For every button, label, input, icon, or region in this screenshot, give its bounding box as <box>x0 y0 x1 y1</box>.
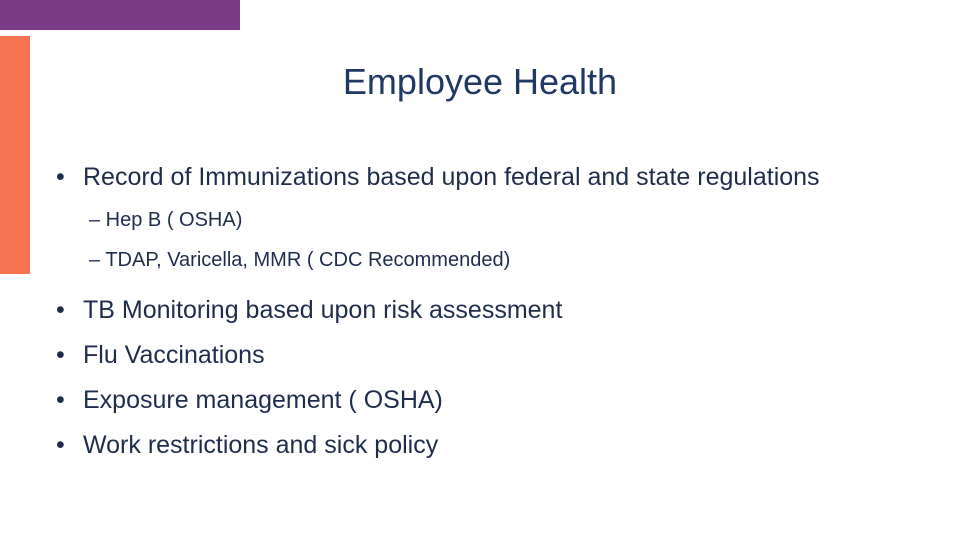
top-accent-bar <box>0 0 240 30</box>
bullet-dot: • <box>56 386 65 414</box>
bullet-item <box>56 378 916 423</box>
bullet-item <box>56 333 916 378</box>
bullet-text: Record of Immunizations based upon federal and state regulations <box>83 163 820 191</box>
bullet-item <box>56 160 916 194</box>
bullet-dot: • <box>56 431 65 459</box>
bullet-item <box>56 423 916 468</box>
bullet-dot: • <box>56 296 65 324</box>
sub-list <box>56 200 916 280</box>
sub-item: – TDAP, Varicella, MMR ( CDC Recommended) <box>89 249 511 271</box>
bullet-text: Flu Vaccinations <box>83 341 265 369</box>
bullet-dot: • <box>56 341 65 369</box>
bullet-text: Work restrictions and sick policy <box>83 431 439 459</box>
bullet-text: TB Monitoring based upon risk assessment <box>83 296 563 324</box>
bullet-text: Exposure management ( OSHA) <box>83 386 443 414</box>
bullet-dot: • <box>56 163 65 191</box>
slide-body <box>56 160 916 468</box>
sub-item: – Hep B ( OSHA) <box>89 209 243 231</box>
slide-title: Employee Health <box>342 61 618 102</box>
bullet-item <box>56 288 916 333</box>
